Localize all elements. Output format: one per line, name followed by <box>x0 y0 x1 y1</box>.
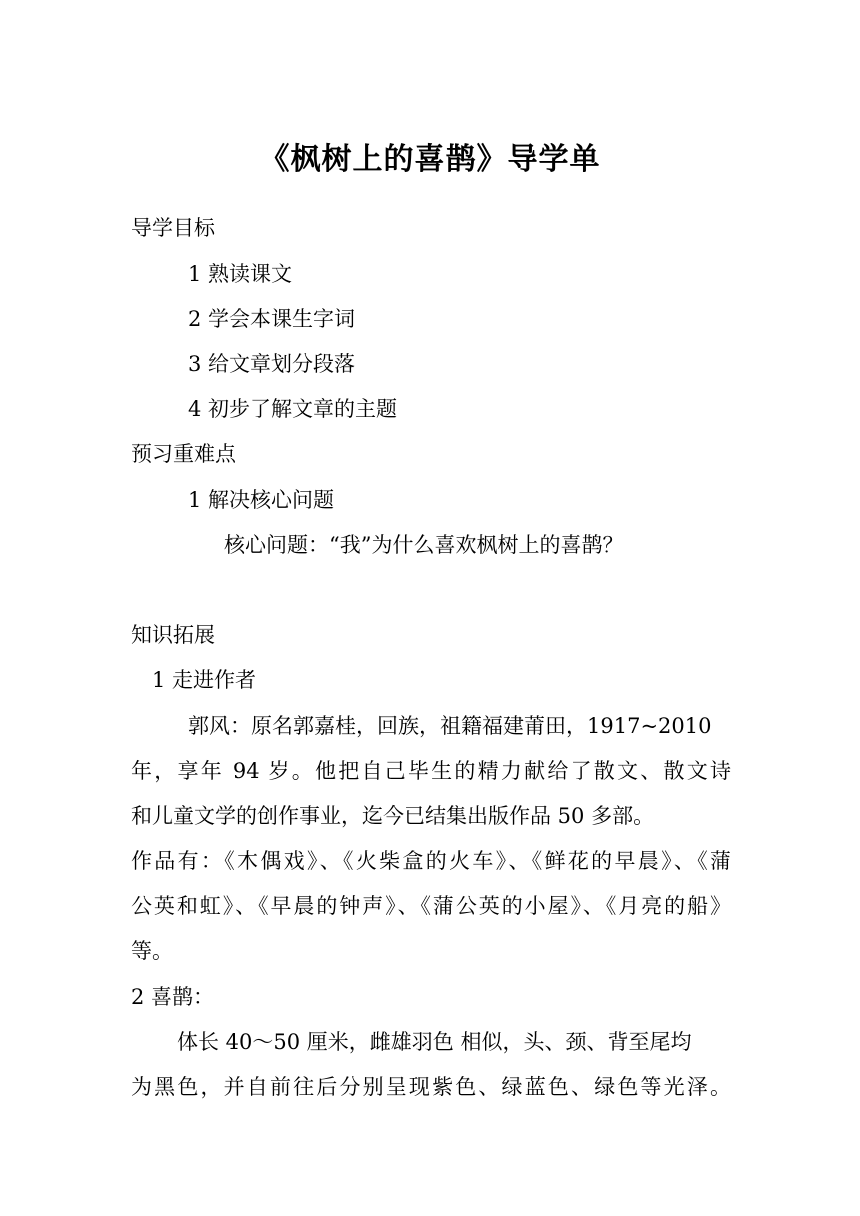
author-paragraph-line: 和儿童文学的创作事业，迄今已结集出版作品 50 多部。 <box>131 804 655 828</box>
difficulties-heading: 预习重难点 <box>131 442 236 466</box>
magpie-subheading: 2 喜鹊： <box>131 985 215 1009</box>
works-paragraph-line: 作品有：《木偶戏》、《火柴盒的火车》、《鲜花的早晨》、《蒲 <box>131 849 731 873</box>
magpie-paragraph-line: 为黑色，并自前往后分别呈现紫色、绿蓝色、绿色等光泽。 <box>131 1075 731 1099</box>
author-paragraph-line: 郭风：原名郭嘉桂，回族，祖籍福建莆田，1917~2010 <box>188 714 712 738</box>
works-paragraph-line: 等。 <box>131 939 173 963</box>
goal-item-3: 3 给文章划分段落 <box>188 352 356 376</box>
goal-item-4: 4 初步了解文章的主题 <box>188 397 398 421</box>
goals-heading: 导学目标 <box>131 216 215 240</box>
magpie-paragraph-line: 体长 40～50 厘米，雌雄羽色 相似，头、颈、背至尾均 <box>177 1030 692 1054</box>
goal-item-1: 1 熟读课文 <box>188 262 293 286</box>
document-title: 《枫树上的喜鹊》导学单 <box>259 142 601 177</box>
goal-item-2: 2 学会本课生字词 <box>188 307 356 331</box>
difficulty-item-1: 1 解决核心问题 <box>188 488 335 512</box>
works-paragraph-line: 公英和虹》、《早晨的钟声》、《蒲公英的小屋》、《月亮的船》 <box>131 894 731 918</box>
author-paragraph-line: 年，享年 94 岁。他把自己毕生的精力献给了散文、散文诗 <box>131 759 731 783</box>
core-question: 核心问题：“我”为什么喜欢枫树上的喜鹊？ <box>224 533 624 557</box>
author-subheading: 1 走进作者 <box>152 668 257 692</box>
extension-heading: 知识拓展 <box>131 623 215 647</box>
